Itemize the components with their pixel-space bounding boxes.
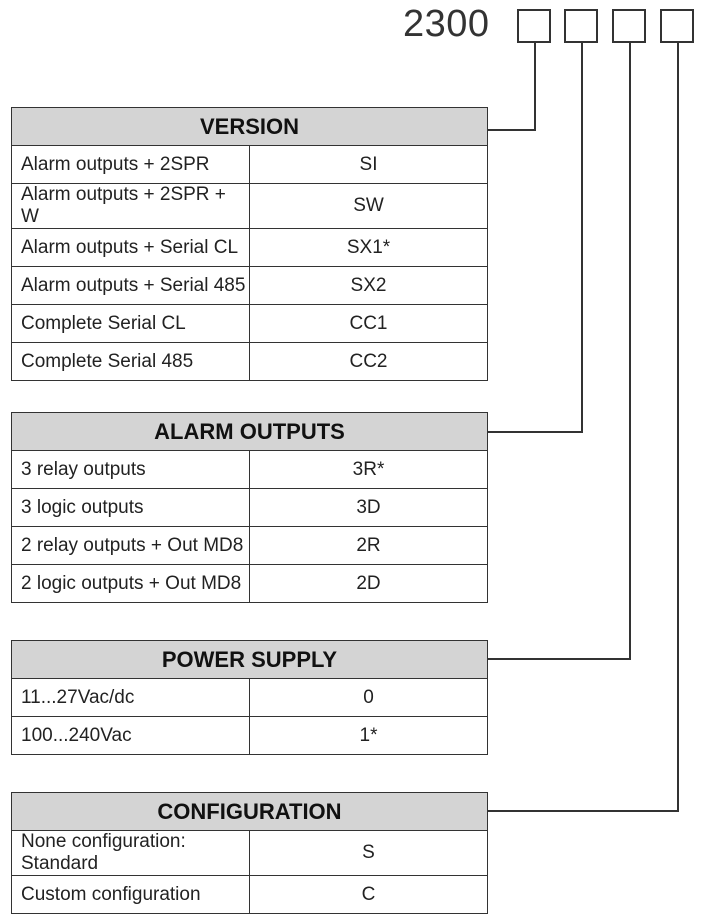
table-row bbox=[12, 146, 488, 184]
table-row bbox=[12, 565, 488, 603]
table-row bbox=[12, 831, 488, 876]
option-code: SX1* bbox=[250, 229, 488, 267]
table-row bbox=[12, 679, 488, 717]
table-row bbox=[12, 229, 488, 267]
option-code: CC2 bbox=[250, 343, 488, 381]
model-number: 2300 bbox=[403, 3, 490, 45]
option-description: Alarm outputs + 2SPR bbox=[12, 146, 250, 184]
option-code: C bbox=[250, 876, 488, 914]
alarm-outputs-header: ALARM OUTPUTS bbox=[12, 413, 488, 451]
option-code: SX2 bbox=[250, 267, 488, 305]
table-row bbox=[12, 267, 488, 305]
option-code: 3D bbox=[250, 489, 488, 527]
option-code: S bbox=[250, 831, 488, 876]
option-description: Alarm outputs + Serial 485 bbox=[12, 267, 250, 305]
option-code: 3R* bbox=[250, 451, 488, 489]
option-description: Complete Serial 485 bbox=[12, 343, 250, 381]
option-description: Custom configuration bbox=[12, 876, 250, 914]
configuration-table bbox=[11, 792, 488, 914]
option-description: 3 relay outputs bbox=[12, 451, 250, 489]
configuration-header: CONFIGURATION bbox=[12, 793, 488, 831]
option-description: Alarm outputs + 2SPR + W bbox=[12, 184, 250, 229]
power-supply-header: POWER SUPPLY bbox=[12, 641, 488, 679]
option-code: 1* bbox=[250, 717, 488, 755]
option-description: 100...240Vac bbox=[12, 717, 250, 755]
option-code: 2D bbox=[250, 565, 488, 603]
option-code: CC1 bbox=[250, 305, 488, 343]
option-description: 3 logic outputs bbox=[12, 489, 250, 527]
option-code: 0 bbox=[250, 679, 488, 717]
table-row bbox=[12, 343, 488, 381]
table-row bbox=[12, 451, 488, 489]
table-row bbox=[12, 527, 488, 565]
option-description: 2 relay outputs + Out MD8 bbox=[12, 527, 250, 565]
table-row bbox=[12, 489, 488, 527]
table-row bbox=[12, 184, 488, 229]
leader-line-version bbox=[488, 43, 535, 130]
option-description: None configuration: Standard bbox=[12, 831, 250, 876]
version-header: VERSION bbox=[12, 108, 488, 146]
option-code: SI bbox=[250, 146, 488, 184]
option-description: 2 logic outputs + Out MD8 bbox=[12, 565, 250, 603]
option-description: Alarm outputs + Serial CL bbox=[12, 229, 250, 267]
option-code: 2R bbox=[250, 527, 488, 565]
table-row bbox=[12, 305, 488, 343]
alarm-outputs-table bbox=[11, 412, 488, 603]
option-description: Complete Serial CL bbox=[12, 305, 250, 343]
version-table bbox=[11, 107, 488, 381]
option-description: 11...27Vac/dc bbox=[12, 679, 250, 717]
leader-line-power-supply bbox=[488, 43, 630, 659]
table-row bbox=[12, 876, 488, 914]
option-code: SW bbox=[250, 184, 488, 229]
power-supply-table bbox=[11, 640, 488, 755]
table-row bbox=[12, 717, 488, 755]
